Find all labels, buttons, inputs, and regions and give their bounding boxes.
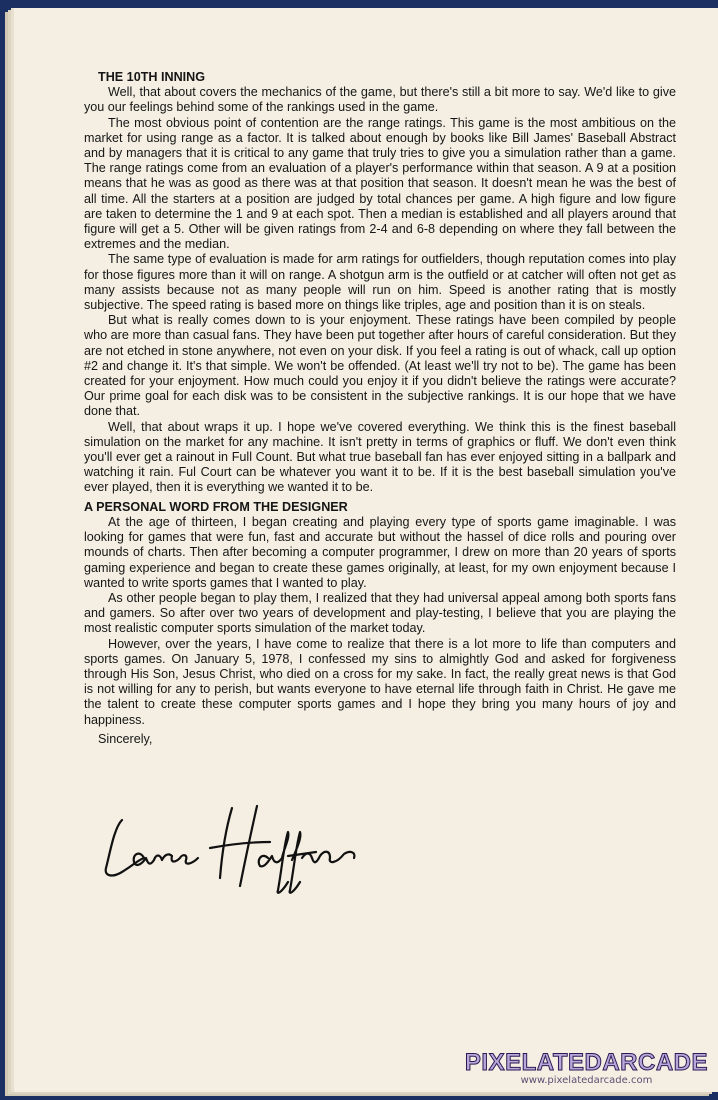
paragraph: The most obvious point of contention are the range ratings. This game is the most ambitious on the market for using range as a factor. It is talked about enough by books like Bill James' Baseball Abstract and by managers that it is critical to any game that truly tries to give you a simulation rather than a game. The range ratings come from an evaluation of a player's performance within that season. A 9 at a position means that he was as good as there was at that position that season. It doesn't mean he was the best of all time. All the starters at a position are judged by total chances per game. A high figure and low figure are taken to determine the 1 and 9 at each spot. Then a median is established and all players around that figure will get a 5. Other will be given ratings from 2-4 and 6-8 depending on where they fall between the extremes and the median.: [84, 115, 676, 252]
paragraph: Well, that about wraps it up. I hope we've covered everything. We think this is the finest baseball simulation on the market for any machine. It isn't pretty in terms of graphics or fluff. We don't even think you'll ever get a rainout in Full Count. But what true baseball fan has ever enjoyed sitting in a ballpark and watching it rain. Ful Court can be whatever you want it to be. If it is the best baseball simulation you've ever played, then it is everything we wanted it to be.: [84, 419, 676, 495]
paragraph: Well, that about covers the mechanics of the game, but there's still a bit more to say. We'd like to give you our feelings behind some of the rankings used in the game.: [84, 85, 676, 115]
handwritten-signature: [92, 798, 382, 898]
paragraph: The same type of evaluation is made for arm ratings for outfielders, though reputation comes into play for those figures more than it will on range. A shotgun arm is the outfield or at catcher will often not get as many assists because not as many people will run on him. Speed is another rating that is mostly subjective. The speed rating is based more on things like triples, age and position than it is on steals.: [84, 252, 676, 313]
paragraph: At the age of thirteen, I began creating and playing every type of sports game imaginable. I was looking for games that were fun, fast and accurate but without the hassel of dice rolls and pouring over mounds of charts. Then after becoming a computer programmer, I drew on more than 20 years of sports gaming experience and began to create these games originally, at least, for my own enjoyment because I wanted to write sports games that I wanted to play.: [84, 514, 676, 590]
watermark-brand: PIXELATEDARCADE: [464, 1049, 708, 1076]
section-heading-personal-word: A PERSONAL WORD FROM THE DESIGNER: [84, 499, 348, 514]
paragraph: As other people began to play them, I realized that they had universal appeal among both sports fans and gamers. So after over two years of development and play-testing, I believe that you are playing the most realistic computer sports simulation of the market today.: [84, 590, 676, 636]
watermark-url: www.pixelatedarcade.com: [520, 1075, 653, 1086]
paragraph: But what is really comes down to is your enjoyment. These ratings have been compiled by people who are more than casual fans. They have been put together after hours of careful consideration. But they are not etched in stone anywhere, not even on your disk. If you feel a rating is out of whack, call up option #2 and change it. It's that simple. We won't be offended. (At least we'll try not to be). The game has been created for your enjoyment. How much could you enjoy it if you didn't believe the ratings were accurate? Our prime goal for each disk was to be consistent in the subjective rankings. It is our hope that we have done that.: [84, 313, 676, 419]
section-heading-10th-inning: THE 10TH INNING: [98, 70, 206, 84]
page-body: [84, 70, 676, 747]
closing-salutation: Sincerely,: [98, 731, 153, 746]
site-watermark: [465, 1049, 708, 1086]
paragraph: However, over the years, I have come to realize that there is a lot more to life than computers and sports games. On January 5, 1978, I confessed my sins to almightly God and asked for forgiveness through His Son, Jesus Christ, who died on a cross for my sake. In fact, the really great news is that God is not willing for any to perish, but wants everyone to have eternal life through faith in Christ. He gave me the talent to create these computer sports games and I hope they bring you many hours of joy and happiness.: [84, 636, 676, 727]
manual-page: [14, 8, 718, 1092]
